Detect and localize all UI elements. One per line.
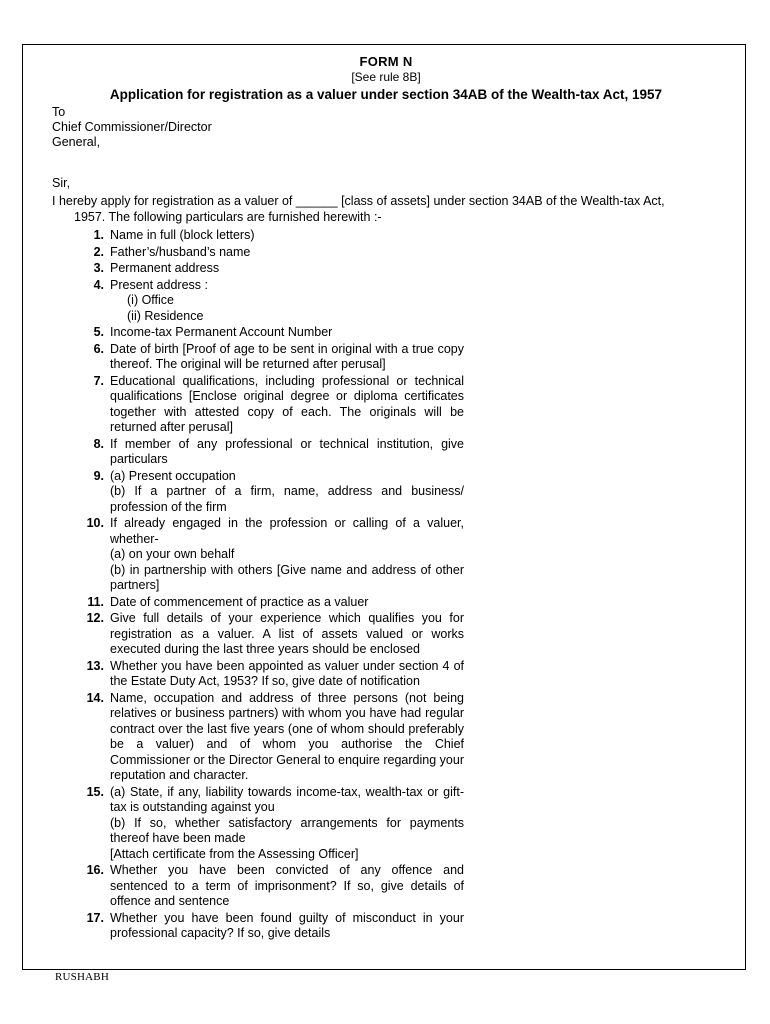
list-item-number: 5. bbox=[93, 325, 104, 339]
particulars-list bbox=[52, 228, 464, 942]
list-item-number: 15. bbox=[86, 784, 104, 799]
list-item bbox=[52, 469, 464, 516]
page-title: FORM N bbox=[359, 54, 413, 69]
page-subtitle: Application for registration as a valuer under section 34AB of the Wealth-tax Act, 1957 bbox=[109, 87, 663, 102]
list-item-label: Whether you have been convicted of any offence and sentenced to a term of imprisonment? If so, give details of offence and sentence bbox=[110, 863, 464, 908]
list-item-number: 11. bbox=[87, 594, 104, 609]
list-item-subline: (ii) Residence bbox=[127, 308, 204, 323]
rule-reference: [See rule 8B] bbox=[351, 70, 421, 84]
list-item-number: 17. bbox=[86, 910, 104, 925]
list-item-number: 13. bbox=[86, 658, 104, 673]
list-item bbox=[52, 659, 464, 690]
list-item-label: Name in full (block letters) bbox=[110, 228, 255, 242]
list-item-subline: (i) Office bbox=[127, 293, 174, 307]
list-item-number: 2. bbox=[93, 244, 104, 259]
addressee-line-3: General, bbox=[52, 135, 100, 149]
list-item-number: 12. bbox=[86, 611, 104, 625]
list-item-label: Date of commencement of practice as a valuer bbox=[110, 594, 369, 609]
list-item-label: (a) Present occupation bbox=[110, 468, 236, 483]
salutation: Sir, bbox=[52, 176, 71, 190]
list-item-number: 9. bbox=[93, 468, 104, 483]
addressee-line-1: To bbox=[52, 105, 66, 119]
list-item-label: If member of any professional or technical institution, give particulars bbox=[110, 436, 464, 466]
addressee-line-2: Chief Commissioner/Director bbox=[52, 120, 212, 134]
list-item-number: 1. bbox=[93, 228, 104, 242]
list-item-label: Present address : bbox=[110, 277, 208, 292]
list-item bbox=[52, 691, 464, 784]
spacer bbox=[52, 150, 720, 176]
list-item bbox=[52, 595, 464, 611]
list-item bbox=[52, 437, 464, 468]
list-item-number: 6. bbox=[93, 341, 104, 356]
list-item-subline: (b) in partnership with others [Give name and address of other partners] bbox=[110, 562, 464, 592]
list-item-label: Educational qualifications, including professional or technical qualifications [Enclose original degree or diploma certificates together with attested copy of each. The originals will be returned after perusal] bbox=[110, 373, 464, 434]
list-item bbox=[52, 516, 464, 594]
list-item-subline: [Attach certificate from the Assessing Officer] bbox=[110, 846, 359, 861]
document-page bbox=[22, 44, 746, 983]
list-item-label: Name, occupation and address of three persons (not being relatives or business partners) with whom you have had regular contract over the last five years (one of whom should preferably be a valuer) and of whom you authorise the Chief Commissioner or the Director General to enquire regarding your reputation and character. bbox=[110, 690, 464, 782]
document-body bbox=[52, 54, 720, 943]
list-item-number: 8. bbox=[93, 436, 104, 451]
list-item-label: Father’s/husband’s name bbox=[110, 244, 251, 259]
list-item bbox=[52, 325, 464, 341]
list-item bbox=[52, 278, 464, 325]
list-item-label: Date of birth [Proof of age to be sent in original with a true copy thereof. The original will be returned after perusal] bbox=[110, 341, 464, 371]
list-item-label: Give full details of your experience which qualifies you for registration as a valuer. A list of assets valued or works executed during the last three years should be enclosed bbox=[110, 611, 464, 656]
list-item-number: 14. bbox=[86, 690, 104, 705]
list-item-number: 7. bbox=[93, 373, 104, 388]
list-item-label: Permanent address bbox=[110, 261, 220, 275]
list-item-number: 16. bbox=[86, 863, 104, 877]
list-item-subline: (a) on your own behalf bbox=[110, 547, 235, 561]
list-item-label: Whether you have been appointed as valuer under section 4 of the Estate Duty Act, 1953? If so, give date of notification bbox=[110, 658, 464, 688]
list-item bbox=[52, 342, 464, 373]
list-item bbox=[52, 785, 464, 863]
list-item-label: Income-tax Permanent Account Number bbox=[110, 325, 333, 339]
list-item-number: 4. bbox=[93, 277, 104, 292]
list-item bbox=[52, 911, 464, 942]
list-item bbox=[52, 228, 464, 244]
addressee-block bbox=[52, 105, 720, 150]
list-item-label: (a) State, if any, liability towards income-tax, wealth-tax or gift-tax is outstanding against you bbox=[110, 784, 464, 814]
list-item-label: If already engaged in the profession or calling of a valuer, whether- bbox=[110, 516, 464, 546]
list-item-label: Whether you have been found guilty of misconduct in your professional capacity? If so, give details bbox=[110, 910, 464, 940]
list-item-subline: (b) If a partner of a firm, name, address and business/ profession of the firm bbox=[110, 484, 464, 514]
footer-text: RUSHABH bbox=[55, 971, 109, 983]
intro-line-2: 1957. The following particulars are furnished herewith :- bbox=[74, 210, 382, 224]
list-item bbox=[52, 374, 464, 436]
list-item-subline: (b) If so, whether satisfactory arrangements for payments thereof have been made bbox=[110, 815, 464, 845]
list-item-number: 10. bbox=[86, 516, 104, 530]
intro-line-1: I hereby apply for registration as a valuer of ______ [class of assets] under section 34AB of the Wealth-tax Act, bbox=[52, 194, 665, 208]
list-item bbox=[52, 611, 464, 658]
list-item-number: 3. bbox=[93, 261, 104, 275]
list-item bbox=[52, 245, 464, 261]
list-item bbox=[52, 863, 464, 910]
list-item bbox=[52, 261, 464, 277]
